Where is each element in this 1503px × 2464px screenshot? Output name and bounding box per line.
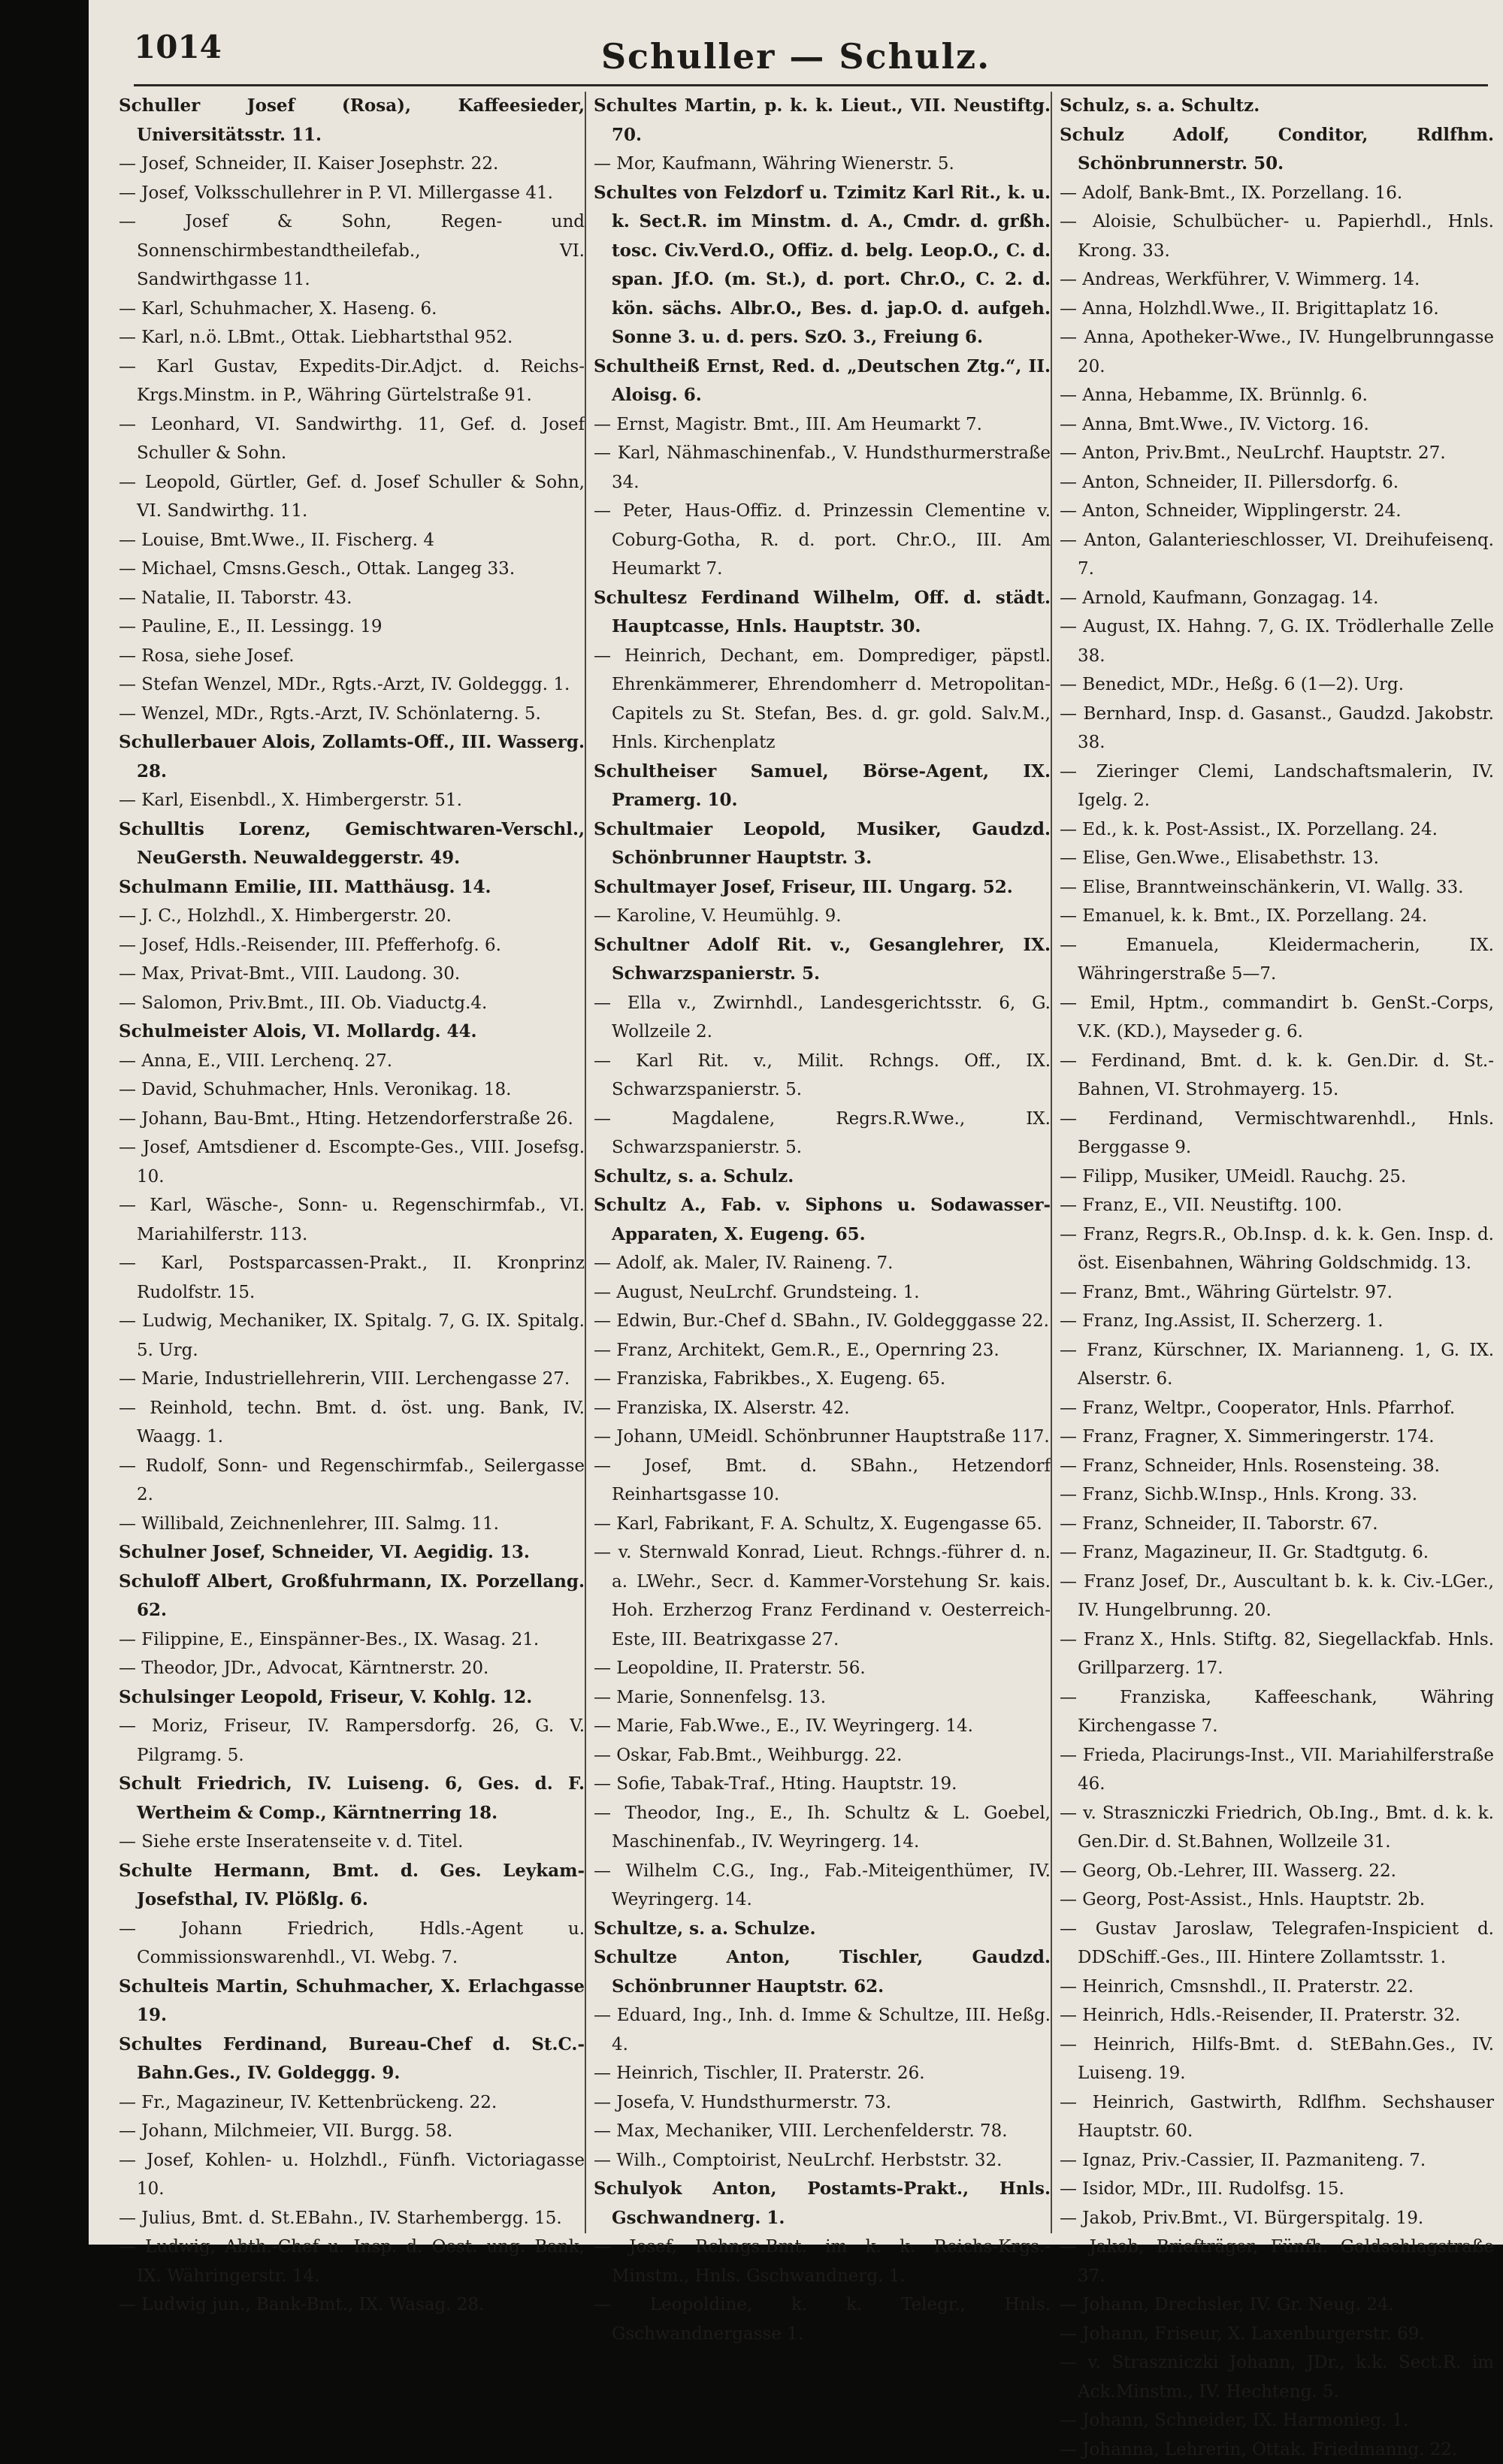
directory-entry: — Reinhold, techn. Bmt. d. öst. ung. Bank, IV. Waagg. 1. [119,1394,585,1452]
directory-entry: — Josef, Bmt. d. SBahn., Hetzendorf Reinhartsgasse 10. [594,1452,1051,1510]
directory-entry: — Karl, Postsparcassen-Prakt., II. Kronprinz Rudolfstr. 15. [119,1249,585,1307]
directory-entry: — Heinrich, Dechant, em. Domprediger, päpstl. Ehrenkämmerer, Ehrendomherr d. Metropolitan-Capitels zu St. Stefan, Bes. d. gr. gold. Salv.M., Hnls. Kirchenplatz [594,642,1051,757]
directory-entry: Schulmeister Alois, VI. Mollardg. 44. [119,1017,585,1047]
directory-entry: — Josef, Rchngs.Bmt. im k. k. Reichs-Krgs.-Minstm., Hnls. Gschwandnerg. 1. [594,2233,1051,2290]
directory-entry: — Johann, Schneider, IX. Harmonieg. 1. [1060,2406,1494,2435]
directory-entry: — Franz X., Hnls. Stiftg. 82, Siegellackfab. Hnls. Grillparzerg. 17. [1060,1625,1494,1683]
directory-entry: Schulsinger Leopold, Friseur, V. Kohlg. 12. [119,1683,585,1713]
directory-entry: Schulteis Martin, Schuhmacher, X. Erlachgasse 19. [119,1973,585,2030]
directory-entry: — Johann, UMeidl. Schönbrunner Hauptstraße 117. [594,1422,1051,1452]
directory-entry: — Wenzel, MDr., Rgts.-Arzt, IV. Schönlaterng. 5. [119,700,585,729]
directory-entry: — Adolf, Bank-Bmt., IX. Porzellang. 16. [1060,179,1494,208]
directory-entry: — Louise, Bmt.Wwe., II. Fischerg. 4 [119,526,585,555]
directory-entry: — Karoline, V. Heumühlg. 9. [594,902,1051,931]
directory-entry: — Johann, Milchmeier, VII. Burgg. 58. [119,2117,585,2146]
directory-entry: Schultz A., Fab. v. Siphons u. Sodawasser-Apparaten, X. Eugeng. 65. [594,1191,1051,1249]
directory-entry: — Marie, Industriellehrerin, VIII. Lerchengasse 27. [119,1365,585,1394]
directory-entry: — Siehe erste Inseratenseite v. d. Titel. [119,1828,585,1857]
directory-entry: Schultz, s. a. Schulz. [594,1162,1051,1192]
directory-entry: — Josef, Amtsdiener d. Escompte-Ges., VIII. Josefsg. 10. [119,1133,585,1191]
directory-entry: Schulltis Lorenz, Gemischtwaren-Verschl., NeuGersth. Neuwaldeggerstr. 49. [119,815,585,873]
directory-entry: — Heinrich, Hdls.-Reisender, II. Praterstr. 32. [1060,2001,1494,2030]
directory-entry: Schultesz Ferdinand Wilhelm, Off. d. städt. Hauptcasse, Hnls. Hauptstr. 30. [594,584,1051,642]
directory-entry: — Anna, E., VIII. Lerchenq. 27. [119,1047,585,1076]
directory-entry: — Rudolf, Sonn- und Regenschirmfab., Seilergasse 2. [119,1452,585,1510]
directory-entry: — Andreas, Werkführer, V. Wimmerg. 14. [1060,265,1494,295]
directory-entry: — Fr., Magazineur, IV. Kettenbrückeng. 22. [119,2088,585,2118]
directory-entry: — Anna, Holzhdl.Wwe., II. Brigittaplatz 16. [1060,295,1494,324]
directory-entry: — Wilh., Comptoirist, NeuLrchf. Herbststr. 32. [594,2146,1051,2175]
directory-entry: — Anton, Priv.Bmt., NeuLrchf. Hauptstr. 27. [1060,439,1494,468]
directory-entry: — Josef, Volksschullehrer in P. VI. Millergasse 41. [119,179,585,208]
directory-entry: — Franz, Regrs.R., Ob.Insp. d. k. k. Gen. Insp. d. öst. Eisenbahnen, Währing Goldschmidg. 13. [1060,1220,1494,1278]
directory-entry: — Willibald, Zeichnenlehrer, III. Salmg. 11. [119,1510,585,1539]
directory-entry: — Josefa, V. Hundsthurmerstr. 73. [594,2088,1051,2118]
directory-entry: — Emanuel, k. k. Bmt., IX. Porzellang. 24. [1060,902,1494,931]
directory-entry: — Anna, Apotheker-Wwe., IV. Hungelbrunngasse 20. [1060,323,1494,381]
directory-entry: — Franziska, IX. Alserstr. 42. [594,1394,1051,1423]
directory-entry: — Anna, Hebamme, IX. Brünnlg. 6. [1060,381,1494,410]
directory-entry: — Marie, Fab.Wwe., E., IV. Weyringerg. 14. [594,1712,1051,1741]
directory-entry: Schulyok Anton, Postamts-Prakt., Hnls. Gschwandnerg. 1. [594,2175,1051,2233]
directory-entry: — Elise, Gen.Wwe., Elisabethstr. 13. [1060,844,1494,873]
directory-entry: — Franz, Kürschner, IX. Marianneng. 1, G. IX. Alserstr. 6. [1060,1336,1494,1394]
directory-entry: — Franz, Bmt., Währing Gürtelstr. 97. [1060,1278,1494,1308]
directory-entry: Schulmann Emilie, III. Matthäusg. 14. [119,873,585,902]
directory-columns [119,92,1494,2233]
directory-entry: — v. Straszniczki Johann, JDr., k.k. Sect.R. im Ack.Minstm., IV. Hechteng. 5. [1060,2348,1494,2406]
directory-entry: — J. C., Holzhdl., X. Himbergerstr. 20. [119,902,585,931]
directory-entry: Schultes Martin, p. k. k. Lieut., VII. Neustiftg. 70. [594,92,1051,150]
directory-entry: — Heinrich, Gastwirth, Rdlfhm. Sechshauser Hauptstr. 60. [1060,2088,1494,2146]
directory-entry: — v. Straszniczki Friedrich, Ob.Ing., Bmt. d. k. k. Gen.Dir. d. St.Bahnen, Wollzeile 31. [1060,1799,1494,1857]
directory-entry: — Isidor, MDr., III. Rudolfsg. 15. [1060,2175,1494,2204]
running-head: Schuller — Schulz. [89,36,1503,77]
directory-entry: — Karl, Wäsche-, Sonn- u. Regenschirmfab., VI. Mariahilferstr. 113. [119,1191,585,1249]
directory-entry: — Julius, Bmt. d. St.EBahn., IV. Starhembergg. 15. [119,2204,585,2233]
directory-entry: — Gustav Jaroslaw, Telegrafen-Inspicient d. DDSchiff.-Ges., III. Hintere Zollamtsstr. 1. [1060,1915,1494,1973]
directory-entry: Schult Friedrich, IV. Luiseng. 6, Ges. d. F. Wertheim & Comp., Kärntnerring 18. [119,1770,585,1828]
directory-entry: — Karl Rit. v., Milit. Rchngs. Off., IX. Schwarzspanierstr. 5. [594,1047,1051,1105]
directory-entry: — Karl, Schuhmacher, X. Haseng. 6. [119,295,585,324]
directory-entry: — David, Schuhmacher, Hnls. Veronikag. 18. [119,1075,585,1105]
directory-entry: — Franz, Schneider, II. Taborstr. 67. [1060,1510,1494,1539]
directory-entry: — Frieda, Placirungs-Inst., VII. Mariahilferstraße 46. [1060,1741,1494,1799]
directory-entry: Schulz, s. a. Schultz. [1060,92,1494,121]
directory-entry: — Franz, Weltpr., Cooperator, Hnls. Pfarrhof. [1060,1394,1494,1423]
directory-entry: — Theodor, Ing., E., Ih. Schultz & L. Goebel, Maschinenfab., IV. Weyringerg. 14. [594,1799,1051,1857]
directory-entry: — Jakob, Priv.Bmt., VI. Bürgerspitalg. 19. [1060,2204,1494,2233]
directory-entry: — Pauline, E., II. Lessingg. 19 [119,612,585,642]
directory-entry: — Johanna, Lehrerin, Ottak. Friedmanng. 22. [1060,2435,1494,2464]
directory-entry: — Georg, Post-Assist., Hnls. Hauptstr. 2b. [1060,1885,1494,1915]
directory-entry: — Franz, Schneider, Hnls. Rosensteing. 38. [1060,1452,1494,1481]
directory-entry: — Salomon, Priv.Bmt., III. Ob. Viaductg.4. [119,989,585,1018]
directory-entry: — Jakob, Briefträger, Fünfh. Goldschlagstraße 37. [1060,2233,1494,2290]
directory-entry: Schultes von Felzdorf u. Tzimitz Karl Rit., k. u. k. Sect.R. im Minstm. d. A., Cmdr. d. grßh. tosc. Civ.Verd.O., Offiz. d. belg. Leop.O., C. d. span. Jf.O. (m. St.), d. port. Chr.O., C. 2. d. kön. sächs. Albr.O., Bes. d. jap.O. d. aufgeh. Sonne 3. u. d. pers. SzO. 3., Freiung 6. [594,179,1051,352]
directory-entry: Schulz Adolf, Conditor, Rdlfhm. Schönbrunnerstr. 50. [1060,121,1494,179]
directory-entry: — Oskar, Fab.Bmt., Weihburgg. 22. [594,1741,1051,1770]
directory-entry: — Adolf, ak. Maler, IV. Raineng. 7. [594,1249,1051,1278]
directory-entry: — Anna, Bmt.Wwe., IV. Victorg. 16. [1060,410,1494,440]
directory-entry: — Georg, Ob.-Lehrer, III. Wasserg. 22. [1060,1857,1494,1886]
page-number: 1014 [134,29,222,65]
directory-entry: — Rosa, siehe Josef. [119,642,585,671]
directory-entry: Schultmayer Josef, Friseur, III. Ungarg. 52. [594,873,1051,902]
directory-entry: Schuller Josef (Rosa), Kaffeesieder, Universitätsstr. 11. [119,92,585,150]
directory-entry: — Franziska, Fabrikbes., X. Eugeng. 65. [594,1365,1051,1394]
directory-entry: — Karl, Nähmaschinenfab., V. Hundsthurmerstraße 34. [594,439,1051,497]
directory-entry: — Franz Josef, Dr., Auscultant b. k. k. Civ.-LGer., IV. Hungelbrunng. 20. [1060,1568,1494,1625]
directory-entry: — Aloisie, Schulbücher- u. Papierhdl., Hnls. Krong. 33. [1060,207,1494,265]
directory-entry: — Filipp, Musiker, UMeidl. Rauchg. 25. [1060,1162,1494,1192]
directory-entry: — Franz, Magazineur, II. Gr. Stadtgutg. 6. [1060,1538,1494,1568]
directory-entry: — Franz, Architekt, Gem.R., E., Opernring 23. [594,1336,1051,1365]
directory-entry: — Moriz, Friseur, IV. Rampersdorfg. 26, G. V. Pilgramg. 5. [119,1712,585,1770]
directory-entry: Schulner Josef, Schneider, VI. Aegidig. 13. [119,1538,585,1568]
directory-entry: — August, IX. Hahng. 7, G. IX. Trödlerhalle Zelle 38. [1060,612,1494,670]
directory-entry: — Johann, Friseur, X. Laxenburgerstr. 69. [1060,2320,1494,2349]
directory-entry: — Josef & Sohn, Regen- und Sonnenschirmbestandtheilefab., VI. Sandwirthgasse 11. [119,207,585,295]
directory-entry: — Franz, E., VII. Neustiftg. 100. [1060,1191,1494,1220]
directory-entry: — Ferdinand, Bmt. d. k. k. Gen.Dir. d. St.-Bahnen, VI. Strohmayerg. 15. [1060,1047,1494,1105]
directory-entry: — Edwin, Bur.-Chef d. SBahn., IV. Goldegggasse 22. [594,1307,1051,1336]
directory-entry: — Ferdinand, Vermischtwarenhdl., Hnls. Berggassе 9. [1060,1105,1494,1162]
directory-entry: — Johann, Drechsler, IV. Gr. Neug. 24. [1060,2290,1494,2320]
directory-entry: — Anton, Galanterieschlosser, VI. Dreihufeisenq. 7. [1060,526,1494,584]
directory-entry: Schultze Anton, Tischler, Gaudzd. Schönbrunner Hauptstr. 62. [594,1943,1051,2001]
directory-entry: — Peter, Haus-Offiz. d. Prinzessin Clementine v. Coburg-Gotha, R. d. port. Chr.O., III. Am Heumarkt 7. [594,497,1051,584]
directory-entry: Schullerbauer Alois, Zollamts-Off., III. Wasserg. 28. [119,728,585,786]
directory-entry: — Sofie, Tabak-Traf., Hting. Hauptstr. 19. [594,1770,1051,1799]
column-right [1051,92,1494,2233]
directory-entry: — Max, Mechaniker, VIII. Lerchenfelderstr. 78. [594,2117,1051,2146]
directory-entry: — Benedict, MDr., Heßg. 6 (1—2). Urg. [1060,670,1494,700]
directory-entry: — Ludwig, Mechaniker, IX. Spitalg. 7, G. IX. Spitalg. 5. Urg. [119,1307,585,1365]
directory-entry: — Arnold, Kaufmann, Gonzagag. 14. [1060,584,1494,613]
directory-entry: — Theodor, JDr., Advocat, Kärntnerstr. 20. [119,1654,585,1683]
directory-entry: — Mor, Kaufmann, Währing Wienerstr. 5. [594,150,1051,179]
directory-entry: — Johann, Bau-Bmt., Hting. Hetzendorferstraße 26. [119,1105,585,1134]
directory-entry: — Magdalene, Regrs.R.Wwe., IX. Schwarzspanierstr. 5. [594,1105,1051,1162]
directory-entry: — Karl Gustav, Expedits-Dir.Adjct. d. Reichs-Krgs.Minstm. in P., Währing Gürtelstraße 91. [119,352,585,410]
directory-entry: — Franziska, Kaffeeschank, Währing Kirchengasse 7. [1060,1683,1494,1741]
directory-entry: — Ed., k. k. Post-Assist., IX. Porzellang. 24. [1060,815,1494,845]
directory-entry: — Ludwig jun., Bank-Bmt., IX. Wasag. 28. [119,2290,585,2320]
directory-entry: — v. Sternwald Konrad, Lieut. Rchngs.-führer d. n. a. LWehr., Secr. d. Kammer-Vorstehung Sr. kais. Hoh. Erzherzog Franz Ferdinand v. Oesterreich-Este, III. Beatrixgasse 27. [594,1538,1051,1654]
directory-entry: Schultner Adolf Rit. v., Gesanglehrer, IX. Schwarzspanierstr. 5. [594,931,1051,989]
directory-entry: — Marie, Sonnenfelsg. 13. [594,1683,1051,1713]
directory-entry: — Leopoldine, k. k. Telegr., Hnls. Gschwandnergasse 1. [594,2290,1051,2348]
directory-entry: Schultze, s. a. Schulze. [594,1915,1051,1944]
directory-entry: — Heinrich, Hilfs-Bmt. d. StEBahn.Ges., IV. Luiseng. 19. [1060,2030,1494,2088]
header-rule [134,84,1488,86]
directory-entry: — Elise, Branntweinschänkerin, VI. Wallg. 33. [1060,873,1494,902]
directory-entry: — Ernst, Magistr. Bmt., III. Am Heumarkt 7. [594,410,1051,440]
directory-entry: — Ella v., Zwirnhdl., Landesgerichtsstr. 6, G. Wollzeile 2. [594,989,1051,1047]
directory-entry: — Leopoldine, II. Praterstr. 56. [594,1654,1051,1683]
directory-entry: — Filippine, E., Einspänner-Bes., IX. Wasag. 21. [119,1625,585,1655]
directory-entry: Schulte Hermann, Bmt. d. Ges. Leykam-Josefsthal, IV. Plößlg. 6. [119,1857,585,1915]
directory-entry: — Franz, Sichb.W.Insp., Hnls. Krong. 33. [1060,1480,1494,1510]
directory-page [89,0,1503,2245]
directory-entry: Schultmaier Leopold, Musiker, Gaudzd. Schönbrunner Hauptstr. 3. [594,815,1051,873]
directory-entry: — Josef, Hdls.-Reisender, III. Pfefferhofg. 6. [119,931,585,960]
directory-entry: — Emanuela, Kleidermacherin, IX. Währingerstraße 5—7. [1060,931,1494,989]
column-middle [585,92,1051,2233]
directory-entry: — Zieringer Clemi, Landschaftsmalerin, IV. Igelg. 2. [1060,757,1494,815]
directory-entry: — Ludwig, Abth.-Chef u. Insp. d. Oest. ung. Bank, IX. Währingerstr. 14. [119,2233,585,2290]
directory-entry: — Emil, Hptm., commandirt b. GenSt.-Corps, V.K. (KD.), Mayseder g. 6. [1060,989,1494,1047]
directory-entry: Schultes Ferdinand, Bureau-Chef d. St.C.-Bahn.Ges., IV. Goldeggg. 9. [119,2030,585,2088]
directory-entry: — Eduard, Ing., Inh. d. Imme & Schultze, III. Heßg. 4. [594,2001,1051,2059]
directory-entry: — Wilhelm C.G., Ing., Fab.-Miteigenthümer, IV. Weyringerg. 14. [594,1857,1051,1915]
directory-entry: Schultheiser Samuel, Börse-Agent, IX. Pramerg. 10. [594,757,1051,815]
directory-entry: — Michael, Cmsns.Gesch., Ottak. Langeg 33. [119,555,585,584]
directory-entry: — Heinrich, Tischler, II. Praterstr. 26. [594,2059,1051,2088]
directory-entry: — Anton, Schneider, II. Pillersdorfg. 6. [1060,468,1494,497]
directory-entry: — Leonhard, VI. Sandwirthg. 11, Gef. d. Josef Schuller & Sohn. [119,410,585,468]
directory-entry: — Ignaz, Priv.-Cassier, II. Pazmaniteng. 7. [1060,2146,1494,2175]
directory-entry: — Josef, Schneider, II. Kaiser Josephstr. 22. [119,150,585,179]
directory-entry: — Karl, Eisenbdl., X. Himbergerstr. 51. [119,786,585,815]
directory-entry: — Bernhard, Insp. d. Gasanst., Gaudzd. Jakobstr. 38. [1060,700,1494,757]
directory-entry: — Heinrich, Cmsnshdl., II. Praterstr. 22. [1060,1973,1494,2002]
directory-entry: — Josef, Kohlen- u. Holzhdl., Fünfh. Victoriagasse 10. [119,2146,585,2204]
directory-entry: — Franz, Ing.Assist, II. Scherzerg. 1. [1060,1307,1494,1336]
directory-entry: Schuloff Albert, Großfuhrmann, IX. Porzellang. 62. [119,1568,585,1625]
directory-entry: — Johann Friedrich, Hdls.-Agent u. Commissionswarenhdl., VI. Webg. 7. [119,1915,585,1973]
directory-entry: — Anton, Schneider, Wipplingerstr. 24. [1060,497,1494,526]
directory-entry: — Franz, Fragner, X. Simmeringerstr. 174. [1060,1422,1494,1452]
directory-entry: — Natalie, II. Taborstr. 43. [119,584,585,613]
directory-entry: — Max, Privat-Bmt., VIII. Laudong. 30. [119,960,585,989]
directory-entry: Schultheiß Ernst, Red. d. „Deutschen Ztg.“, II. Aloisg. 6. [594,352,1051,410]
directory-entry: — August, NeuLrchf. Grundsteing. 1. [594,1278,1051,1308]
directory-entry: — Karl, Fabrikant, F. A. Schultz, X. Eugengasse 65. [594,1510,1051,1539]
directory-entry: — Karl, n.ö. LBmt., Ottak. Liebhartsthal 952. [119,323,585,352]
directory-entry: — Stefan Wenzel, MDr., Rgts.-Arzt, IV. Goldeggg. 1. [119,670,585,700]
directory-entry: — Leopold, Gürtler, Gef. d. Josef Schuller & Sohn, VI. Sandwirthg. 11. [119,468,585,526]
column-left [119,92,585,2233]
